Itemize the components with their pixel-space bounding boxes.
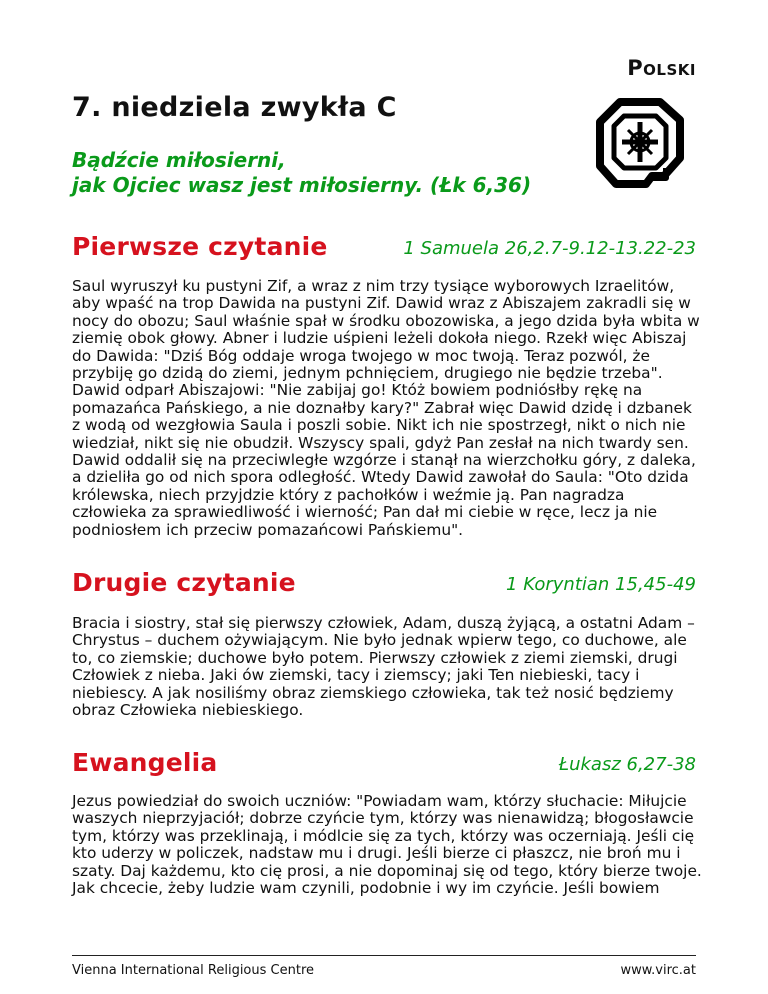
reading-text: Jezus powiedział do swoich uczniów: "Powiadam wam, którzy słuchacie: Miłujcie waszych nieprzyjaciół; dobrze czyńcie tym, którzy was nienawidzą; błogosławcie tym, którzy was przeklinają, i módlcie się za tych, którzy was oczerniają. Jeśli cię kto uderzy w policzek, nadstaw mu i drugi. Jeśli bierze ci płaszcz, nie broń mu i szaty. Daj każdemu, kto cię prosi, a nie dopominaj się od tego, który bierze twoje. Jak chcecie, żeby ludzie wam czynili, podobnie i wy im czyńcie. Jeśli bowiem	[72, 792, 702, 898]
motto-line-1: Bądźcie miłosierni,	[72, 148, 286, 172]
language-label: Polski	[627, 56, 696, 80]
motto	[72, 148, 531, 198]
section-heading: Pierwsze czytanie	[72, 232, 328, 261]
footer-divider	[72, 955, 696, 956]
section-heading: Ewangelia	[72, 748, 218, 777]
footer-website-link[interactable]: www.virc.at	[620, 963, 696, 978]
footer-organization: Vienna International Religious Centre	[72, 963, 314, 978]
bible-reference: 1 Koryntian 15,45-49	[506, 574, 696, 595]
bible-reference: Łukasz 6,27-38	[558, 754, 696, 775]
section-heading: Drugie czytanie	[72, 568, 296, 597]
reading-text: Saul wyruszył ku pustyni Zif, a wraz z nim trzy tysiące wyborowych Izraelitów, aby wpaść na trop Dawida na pustyni Zif. Dawid wraz z Abiszajem zakradli się w nocy do obozu; Saul właśnie spał w środku obozowiska, a jego dzida była wbita w ziemię obok głowy. Abner i ludzie uśpieni leżeli dokoła niego. Rzekł więc Abiszaj do Dawida: "Dziś Bóg oddaje wroga twojego w moc twoją. Teraz pozwól, że przybiję go dzidą do ziemi, jednym pchnięciem, drugiego nie będzie trzeba". Dawid odparł Abiszajowi: "Nie zabijaj go! Któż bowiem podniósłby rękę na pomazańca Pańskiego, a nie doznałby kary?" Zabrał więc Dawid dzidę i dzbanek z wodą od wezgłowia Saula i poszli sobie. Nikt ich nie spostrzegł, nikt o nich nie wiedział, nikt się nie obudził. Wszyscy spali, gdyż Pan zesłał na nich twardy sen. Dawid oddalił się na przeciwległe wzgórze i stanął na wierzchołku góry, z daleka, a dzieliła go od nich spora odległość. Wtedy Dawid zawołał do Saula: "Oto dzida królewska, niech przyjdzie który z pachołków i weźmie ją. Pan nagradza człowieka za sprawiedliwość i wierność; Pan dał mi ciebie w ręce, lecz ja nie podniosłem ich przeciw pomazańcowi Pańskiemu".	[72, 277, 700, 539]
virc-cross-emblem-icon	[594, 98, 686, 188]
page-title: 7. niedziela zwykła C	[72, 92, 397, 123]
bible-reference: 1 Samuela 26,2.7-9.12-13.22-23	[403, 238, 696, 259]
reading-text: Bracia i siostry, stał się pierwszy człowiek, Adam, duszą żyjącą, a ostatni Adam – Chrystus – duchem ożywiającym. Nie było jednak wpierw tego, co duchowe, ale to, co ziemskie; duchowe było potem. Pierwszy człowiek z ziemi ziemski, drugi Człowiek z nieba. Jaki ów ziemski, tacy i ziemscy; jaki Ten niebieski, tacy i niebiescy. A jak nosiliśmy obraz ziemskiego człowieka, tak też nosić będziemy obraz Człowieka niebieskiego.	[72, 614, 695, 720]
motto-line-2: jak Ojciec wasz jest miłosierny. (Łk 6,36)	[72, 173, 532, 197]
